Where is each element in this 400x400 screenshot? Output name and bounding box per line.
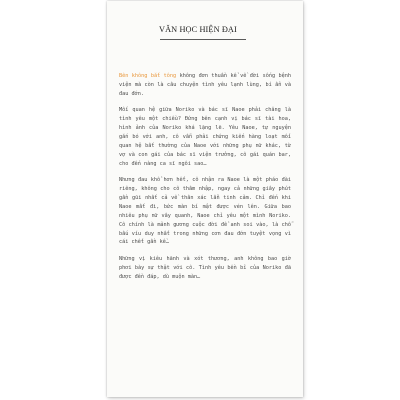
- book-page: [107, 1, 303, 397]
- book-title-highlight: Bên không bắt tông: [119, 73, 177, 79]
- paragraph-intro-text: không đơn thuần kể về đời sống bệnh viện mà còn là câu chuyện tình yêu lạnh lùng, bí ẩn và đau đớn.: [119, 73, 292, 97]
- page-title: VĂN HỌC HIỆN ĐẠI: [159, 25, 237, 34]
- paragraph: Mối quan hệ giữa Noriko và bác sĩ Naoe phải chăng là tình yêu một chiều? Đứng bên cạnh vị bác sĩ tài hoa, hình ảnh của Noriko khá lặng lẽ. Yêu Naoe, tự nguyện gắn bó với anh, cô vẫn phải chứng kiến hàng loạt mối quan hệ bất thường của Naoe với những phụ nữ khác, từ vợ và con gái của bác sĩ viện trưởng, cô gái quán bar, cho đến nàng ca sĩ ngôi sao…: [119, 107, 291, 167]
- paragraph: Nhưng đau khổ hơn hết, cô nhận ra Naoe là một pháo đài riêng, không cho cô thâm nhập, ngay cả những giây phút gần gũi nhất cả về thân xác lẫn tinh cảm. Chỉ đến khi Naoe mất đi, bức màn bí mật được vén lên. Giữa bao nhiêu phụ nữ vây quanh, Naoe chỉ yêu một mình Noriko. Cô chính là mảnh gương cuộc đời để anh soi vào, là chỗ bấu víu duy nhất trong những cơn đau đớn tuyệt vọng vì cái chết gần kề…: [119, 177, 291, 246]
- title-underline: [160, 39, 246, 40]
- body-text: [119, 72, 291, 289]
- paragraph: Những vị kiêu hãnh và xót thương, anh không bao giờ phơi bày sự thật với cô. Tình yêu bền bỉ của Noriko đã được đền đáp, dù muộn màn…: [119, 255, 291, 280]
- paragraph-intro: [119, 72, 291, 99]
